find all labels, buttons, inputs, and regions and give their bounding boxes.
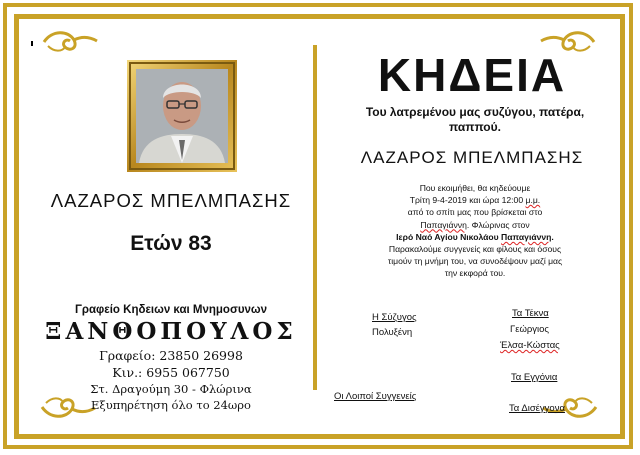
subtitle-line-1: Του λατρεμένου μας συζύγου, πατέρα, <box>365 105 585 119</box>
body-line-7: τιμούν τη μνήμη του, να συνοδέψουν μαζί μας <box>387 256 563 267</box>
office-service-hours: Εξυπηρέτηση όλο το 24ωρο <box>91 398 251 412</box>
great-grandchildren-label: Τα Δισέγγονα <box>509 403 565 414</box>
body-line-8: την εκφορά του. <box>444 268 506 279</box>
grandchildren-label: Τα Εγγόνια <box>511 372 558 383</box>
office-title: Γραφείο Κηδειων και Μνημοσυνων <box>74 304 268 316</box>
spouse-name: Πολυξένη <box>372 327 413 338</box>
office-name: ΞΑΝΘΟΠΟΥΛΟΣ <box>45 318 297 345</box>
body-line-3: από το σπίτι μας που βρίσκεται στο <box>407 207 543 218</box>
spouse-label: Η Σύζυγος <box>372 312 417 323</box>
body-line-4-rest: . Φλώρινας στον <box>466 219 530 230</box>
body-line-5 <box>330 231 620 243</box>
children-label: Τα Τέκνα <box>512 308 549 319</box>
subtitle <box>330 105 620 135</box>
age-label: Ετών 83 <box>130 232 212 255</box>
body-line-4 <box>330 219 620 231</box>
office-phone: Γραφείο: 23850 26998 <box>99 348 243 363</box>
church-name: Ιερό Ναό Αγίου Νικολάου <box>396 231 502 242</box>
portrait-photo <box>127 60 237 172</box>
church-village: Παπαγιάννη <box>501 231 552 242</box>
subtitle-line-2: παππού. <box>449 120 501 134</box>
office-mobile: Κιν.: 6955 067750 <box>112 365 230 380</box>
announcement-body <box>330 182 620 280</box>
church-period: . <box>551 231 554 242</box>
child-1: Γεώργιος <box>510 324 550 335</box>
village-name: Παπαγιάννη <box>420 219 467 230</box>
deceased-name-left: ΛΑΖΑΡΟΣ ΜΠΕΛΜΠΑΣΗΣ <box>50 190 292 211</box>
body-line-2 <box>330 194 620 206</box>
funeral-heading: ΚΗΔΕΙΑ <box>377 49 567 101</box>
corner-mark <box>31 41 33 46</box>
child-2: Έλσα-Κώστας <box>500 340 560 351</box>
body-line-1: Που εκοιμήθει, θα κηδεύουμε <box>419 183 531 193</box>
time-suffix: μ.μ. <box>525 195 541 206</box>
body-line-6: Παρακαλούμε συγγενείς και φίλους και όσους <box>388 244 562 255</box>
deceased-name-right: ΛΑΖΑΡΟΣ ΜΠΕΛΜΠΑΣΗΣ <box>360 148 584 167</box>
other-relatives-label: Οι Λοιποί Συγγενείς <box>334 391 417 402</box>
office-address: Στ. Δραγούμη 30 - Φλώρινα <box>90 382 252 396</box>
flourish-top-left-icon <box>40 28 100 54</box>
funeral-datetime: Τρίτη 9-4-2019 και ώρα 12:00 <box>409 195 526 206</box>
